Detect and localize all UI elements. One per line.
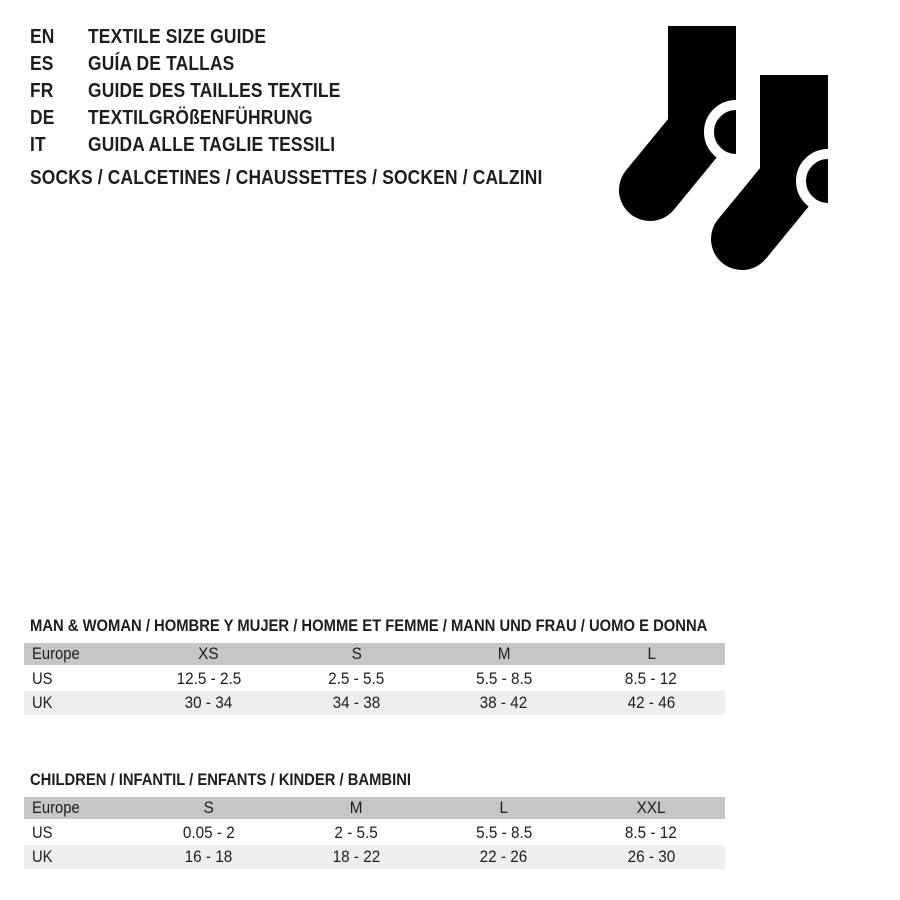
socks-icon <box>610 26 860 274</box>
column-header: L <box>499 798 509 817</box>
language-row <box>30 105 378 132</box>
size-cell: 22 - 26 <box>479 847 528 866</box>
table-title-wrap <box>24 767 725 797</box>
column-header: XS <box>198 644 219 663</box>
row-label: US <box>32 668 53 688</box>
size-cell: 26 - 30 <box>627 847 676 866</box>
size-cell: 16 - 18 <box>184 847 233 866</box>
table-title-wrap <box>24 613 725 643</box>
category-line: SOCKS / CALCETINES / CHAUSSETTES / SOCKEN / CALZINI <box>30 167 543 189</box>
language-code: DE <box>30 107 55 129</box>
size-cell: 38 - 42 <box>479 693 528 712</box>
language-row <box>30 24 378 51</box>
language-title: GUÍA DE TALLAS <box>88 53 235 75</box>
column-header: XXL <box>636 798 666 817</box>
size-cell: 0.05 - 2 <box>182 822 235 842</box>
size-table-man-woman <box>24 613 725 715</box>
column-header: Europe <box>32 644 80 663</box>
size-cell: 2 - 5.5 <box>334 822 378 842</box>
column-header: Europe <box>32 798 80 817</box>
column-header: S <box>351 644 362 663</box>
language-row <box>30 132 378 159</box>
language-code: ES <box>30 53 54 75</box>
size-cell: 8.5 - 12 <box>625 668 678 688</box>
size-cell: 30 - 34 <box>184 693 233 712</box>
language-title: TEXTILGRÖßENFÜHRUNG <box>88 107 313 129</box>
column-header: L <box>646 644 656 663</box>
language-code: FR <box>30 80 54 102</box>
table-row-us <box>24 821 725 844</box>
language-list <box>30 24 378 159</box>
size-cell: 34 - 38 <box>332 693 381 712</box>
column-header: S <box>203 798 214 817</box>
size-cell: 5.5 - 8.5 <box>475 822 532 842</box>
table-title: MAN & WOMAN / HOMBRE Y MUJER / HOMME ET FEMME / MANN UND FRAU / UOMO E DONNA <box>30 616 708 635</box>
column-header: M <box>497 644 511 663</box>
language-title: GUIDA ALLE TAGLIE TESSILI <box>88 134 336 156</box>
language-code: EN <box>30 26 55 48</box>
size-table-children <box>24 767 725 869</box>
size-cell: 12.5 - 2.5 <box>176 668 242 688</box>
table-header-row <box>24 643 725 665</box>
column-header: M <box>349 798 363 817</box>
language-row <box>30 51 378 78</box>
size-cell: 42 - 46 <box>627 693 676 712</box>
table-row-uk <box>24 691 725 715</box>
table-row-uk <box>24 845 725 869</box>
table-header-row <box>24 797 725 819</box>
row-label: US <box>32 822 53 842</box>
language-title: GUIDE DES TAILLES TEXTILE <box>88 80 341 102</box>
size-cell: 8.5 - 12 <box>625 822 678 842</box>
row-label: UK <box>32 693 53 712</box>
table-row-us <box>24 667 725 690</box>
row-label: UK <box>32 847 53 866</box>
size-cell: 18 - 22 <box>332 847 381 866</box>
size-cell: 2.5 - 5.5 <box>328 668 385 688</box>
language-title: TEXTILE SIZE GUIDE <box>88 26 267 48</box>
category-line-wrap <box>30 166 619 190</box>
language-row <box>30 78 378 105</box>
table-title: CHILDREN / INFANTIL / ENFANTS / KINDER / BAMBINI <box>30 770 411 789</box>
language-code: IT <box>30 134 46 156</box>
size-cell: 5.5 - 8.5 <box>475 668 532 688</box>
